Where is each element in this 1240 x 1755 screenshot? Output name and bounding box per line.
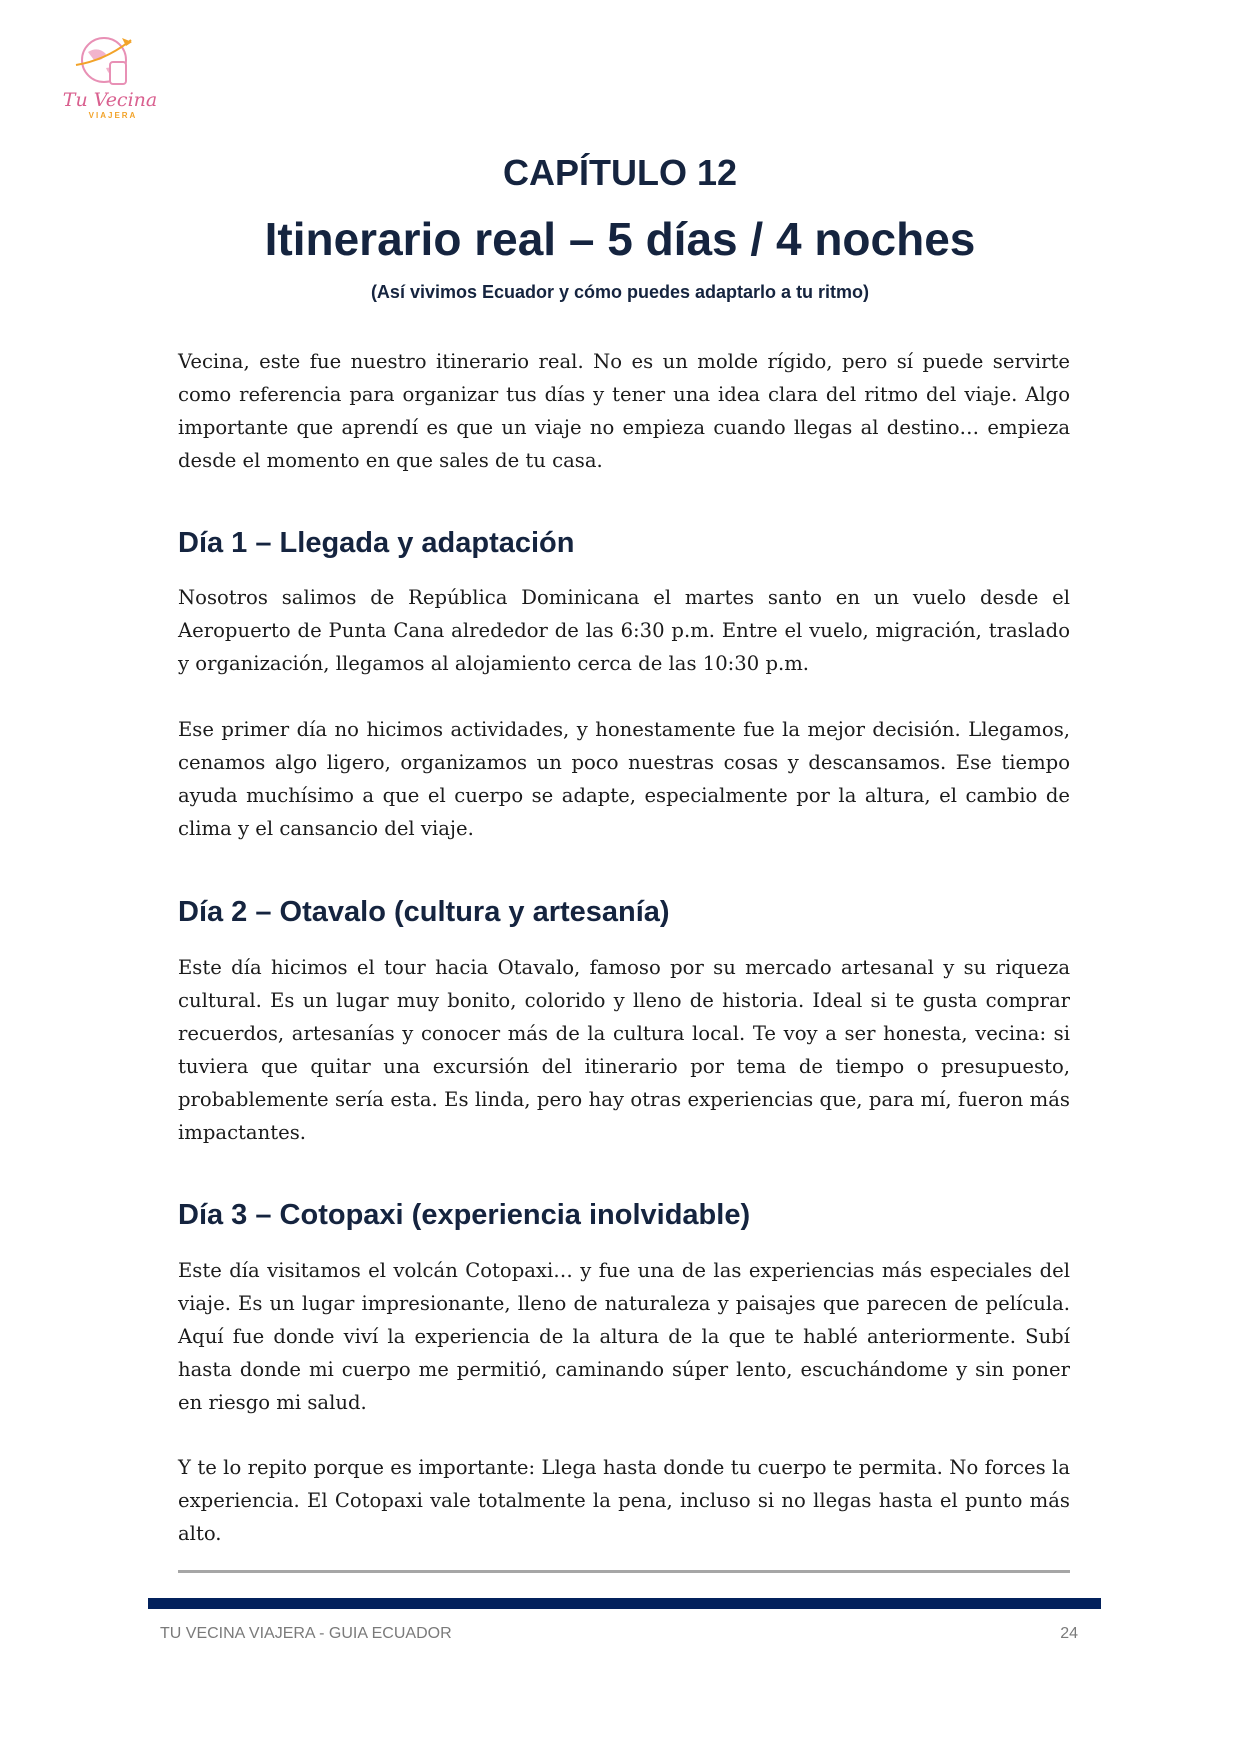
section-day-1: [178, 527, 1070, 560]
body-paragraph: Ese primer día no hicimos actividades, y honestamente fue la mejor decisión. Llegamos, cenamos algo ligero, organizamos un poco nuestras cosas y descansamos. Ese tiempo ayuda muchísimo a que el cuerpo se adapte, especialmente por la altura, el cambio de clima y el cansancio del viaje.: [178, 718, 1070, 840]
day-2-paragraph-block: [178, 951, 1070, 1149]
page-title: Itinerario real – 5 días / 4 noches: [264, 213, 976, 265]
footer-title: TU VECINA VIAJERA - GUIA ECUADOR: [160, 1625, 452, 1642]
brand-logo: [58, 30, 162, 125]
section-day-2: [178, 896, 1070, 929]
svg-text:VIAJERA: VIAJERA: [88, 111, 138, 120]
intro-paragraph-block: [178, 345, 1070, 477]
body-paragraph: Este día visitamos el volcán Cotopaxi… y fue una de las experiencias más especiales del viaje. Es un lugar impresionante, lleno de naturaleza y paisajes que parecen de película. Aquí fue donde viví la experiencia de la altura de la que te hablé anteriormente. Subí hasta donde mi cuerpo me permitió, caminando súper lento, escuchándome y sin poner en riesgo mi salud.: [178, 1259, 1070, 1414]
section-heading: Día 3 – Cotopaxi (experiencia inolvidable): [178, 1199, 751, 1231]
intro-paragraph: Vecina, este fue nuestro itinerario real. No es un molde rígido, pero sí puede servirte como referencia para organizar tus días y tener una idea clara del ritmo del viaje. Algo importante que aprendí es que un viaje no empieza cuando llegas al destino… empieza desde el momento en que sales de tu casa.: [178, 350, 1070, 472]
day-1-paragraph-2-block: [178, 713, 1070, 845]
day-3-paragraph-2-block: [178, 1451, 1070, 1550]
svg-text:Tu Vecina: Tu Vecina: [62, 89, 158, 111]
body-paragraph: Nosotros salimos de República Dominicana el martes santo en un vuelo desde el Aeropuerto de Punta Cana alrededor de las 6:30 p.m. Entre el vuelo, migración, traslado y organización, llegamos al alojamiento cerca de las 10:30 p.m.: [178, 586, 1070, 675]
divider: [178, 1570, 1070, 1573]
day-3-paragraph-1-block: [178, 1254, 1070, 1419]
footer-bar: [148, 1598, 1101, 1609]
page-subtitle: (Así vivimos Ecuador y cómo puedes adaptarlo a tu ritmo): [370, 282, 870, 302]
page-number: 24: [1060, 1625, 1078, 1642]
day-1-paragraph-1-block: [178, 581, 1070, 680]
section-day-3: [178, 1199, 1070, 1232]
body-paragraph: Y te lo repito porque es importante: Llega hasta donde tu cuerpo te permita. No forces la experiencia. El Cotopaxi vale totalmente la pena, incluso si no llegas hasta el punto más alto.: [178, 1456, 1070, 1545]
section-heading: Día 1 – Llegada y adaptación: [178, 527, 575, 559]
body-paragraph: Este día hicimos el tour hacia Otavalo, famoso por su mercado artesanal y su riqueza cultural. Es un lugar muy bonito, colorido y lleno de historia. Ideal si te gusta comprar recuerdos, artesanías y conocer más de la cultura local. Te voy a ser honesta, vecina: si tuviera que quitar una excursión del itinerario por tema de tiempo o presupuesto, probablemente sería esta. Es linda, pero hay otras experiencias que, para mí, fueron más impactantes.: [178, 956, 1070, 1144]
section-heading: Día 2 – Otavalo (cultura y artesanía): [178, 896, 670, 928]
chapter-label: CAPÍTULO 12: [502, 152, 738, 193]
